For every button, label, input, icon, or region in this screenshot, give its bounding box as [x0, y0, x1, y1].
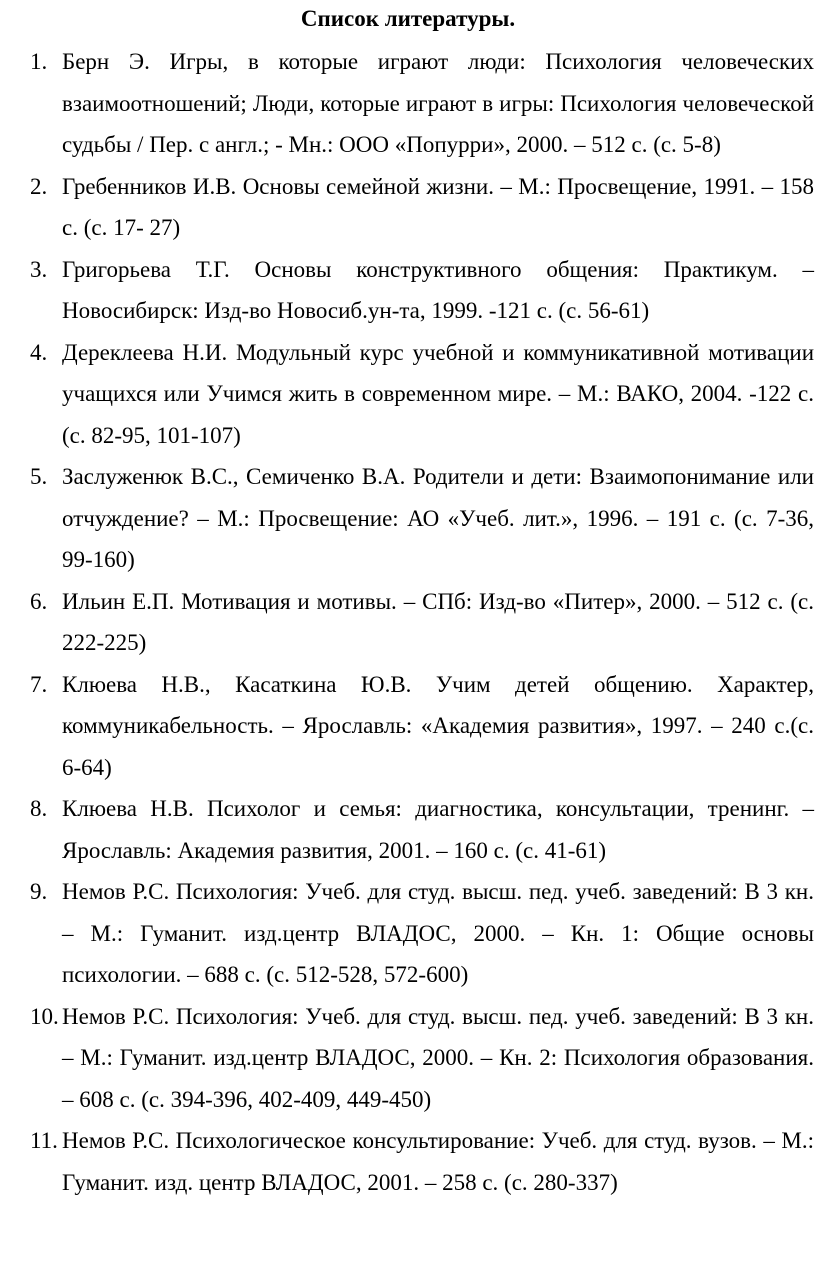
item-number: 11.: [30, 1128, 58, 1153]
item-text: Гребенников И.В. Основы семейной жизни. – М.: Просвещение, 1991. – 158 с. (с. 17- 27): [62, 173, 814, 240]
bibliography-list: [0, 41, 816, 1203]
item-text: Клюева Н.В. Психолог и семья: диагностика, консультации, тренинг. – Ярославль: Академия развития, 2001. – 160 с. (с. 41-61): [62, 796, 814, 863]
item-number: 7.: [30, 671, 48, 697]
item-number: 3.: [30, 256, 48, 282]
item-text: Немов Р.С. Психологическое консультирование: Учеб. для студ. вузов. – М.: Гуманит. изд. центр ВЛАДОС, 2001. – 258 с. (с. 280-337): [62, 1128, 814, 1195]
item-text: Ильин Е.П. Мотивация и мотивы. – СПб: Изд-во «Питер», 2000. – 512 с. (с. 222-225): [62, 588, 814, 655]
list-item: [0, 41, 816, 166]
page-title: Список литературы.: [300, 6, 516, 31]
item-text: Дереклеева Н.И. Модульный курс учебной и коммуникативной мотивации учащихся или Учимся жить в современном мире. – М.: ВАКО, 2004. -122 с. (с. 82-95, 101-107): [62, 339, 814, 448]
list-item: [0, 996, 816, 1121]
item-number: 1.: [30, 49, 48, 74]
list-item: [0, 664, 816, 789]
item-number: 4.: [30, 339, 48, 365]
item-text: Немов Р.С. Психология: Учеб. для студ. высш. пед. учеб. заведений: В 3 кн. – М.: Гуманит. изд.центр ВЛАДОС, 2000. – Кн. 2: Психология образования. – 608 с. (с. 394-396, 402-409, 449-450): [62, 1003, 814, 1112]
item-text: Немов Р.С. Психология: Учеб. для студ. высш. пед. учеб. заведений: В 3 кн. – М.: Гуманит. изд.центр ВЛАДОС, 2000. – Кн. 1: Общие основы психологии. – 688 с. (с. 512-528, 572-600): [62, 879, 814, 987]
item-number: 2.: [30, 173, 48, 199]
list-item: [0, 581, 816, 664]
list-item: [0, 788, 816, 871]
list-item: [0, 871, 816, 996]
list-item: [0, 249, 816, 332]
item-text: Клюева Н.В., Касаткина Ю.В. Учим детей общению. Характер, коммуникабельность. – Ярославль: «Академия развития», 1997. – 240 с.(с. 6-64): [62, 671, 814, 780]
list-item: [0, 166, 816, 249]
item-text: Берн Э. Игры, в которые играют люди: Психология человеческих взаимоотношений; Люди, которые играют в игры: Психология человеческой судьбы / Пер. с англ.; - Мн.: ООО «Попурри», 2000. – 512 с. (с. 5-8): [62, 49, 814, 157]
item-number: 10.: [30, 1003, 59, 1029]
item-number: 8.: [30, 796, 48, 821]
list-item: [0, 332, 816, 457]
list-item: [0, 1120, 816, 1203]
list-item: [0, 456, 816, 581]
item-number: 5.: [30, 464, 48, 489]
item-number: 9.: [30, 879, 48, 904]
item-number: 6.: [30, 588, 48, 614]
item-text: Григорьева Т.Г. Основы конструктивного общения: Практикум. – Новосибирск: Изд-во Новосиб.ун-та, 1999. -121 с. (с. 56-61): [62, 256, 814, 323]
item-text: Заслуженюк В.С., Семиченко В.А. Родители и дети: Взаимопонимание или отчуждение? – М.: Просвещение: АО «Учеб. лит.», 1996. – 191 с. (с. 7-36, 99-160): [62, 464, 814, 572]
